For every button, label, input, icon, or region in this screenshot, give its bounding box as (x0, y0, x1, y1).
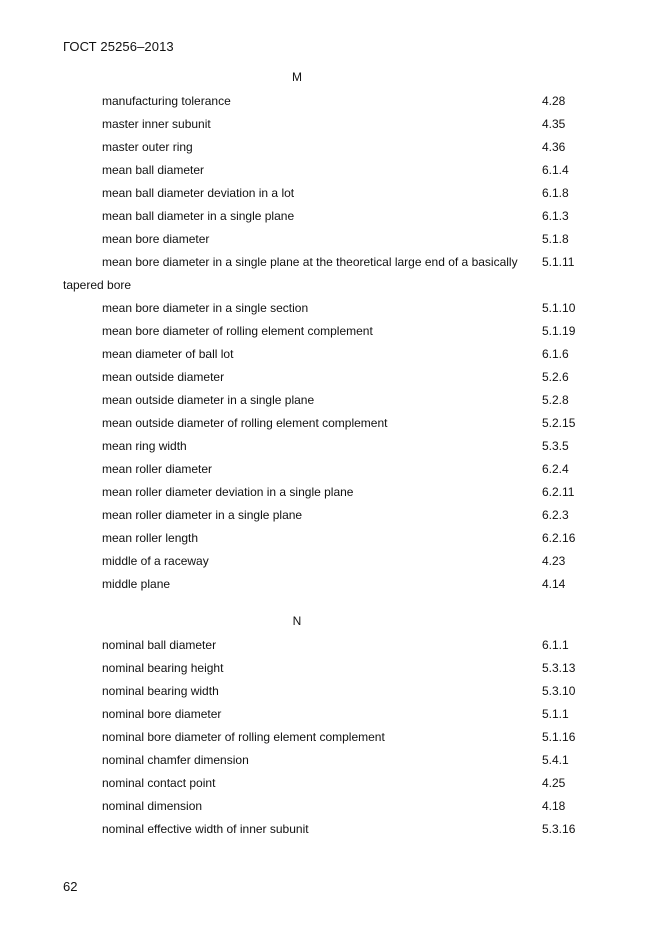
index-reference: 4.14 (542, 577, 566, 591)
index-reference: 4.25 (542, 776, 566, 790)
index-reference: 4.23 (542, 554, 566, 568)
index-entry (0, 458, 661, 478)
index-term: mean bore diameter of rolling element complement (102, 324, 373, 338)
index-term: manufacturing tolerance (102, 94, 231, 108)
index-term: mean ball diameter (102, 163, 205, 177)
index-term: nominal effective width of inner subunit (102, 822, 309, 836)
index-term: mean ball diameter deviation in a lot (102, 186, 295, 200)
index-entry (0, 136, 661, 156)
index-term: master outer ring (102, 140, 193, 154)
index-entry (0, 550, 661, 570)
index-entry (0, 389, 661, 409)
index-entry (0, 182, 661, 202)
index-term: middle plane (102, 577, 171, 591)
index-entry (0, 366, 661, 386)
index-reference: 6.1.1 (542, 638, 569, 652)
page-number: 62 (63, 879, 78, 894)
index-reference: 4.28 (542, 94, 566, 108)
index-reference: 5.1.10 (542, 301, 576, 315)
index-entry (0, 435, 661, 455)
index-term: nominal bearing height (102, 661, 224, 675)
index-reference: 5.2.8 (542, 393, 569, 407)
index-reference: 5.3.5 (542, 439, 569, 453)
index-entry (0, 228, 661, 248)
index-reference: 6.2.3 (542, 508, 569, 522)
index-reference: 5.2.6 (542, 370, 569, 384)
index-term: mean roller length (102, 531, 199, 545)
index-entry (0, 573, 661, 593)
index-reference: 4.36 (542, 140, 566, 154)
document-header: ГОСТ 25256–2013 (63, 39, 174, 54)
index-term: mean roller diameter (102, 462, 213, 476)
index-term: mean outside diameter in a single plane (102, 393, 315, 407)
index-entry (0, 159, 661, 179)
index-entry (0, 504, 661, 524)
index-entry (0, 657, 661, 677)
index-term: mean bore diameter in a single plane at the theoretical large end of a basically tapered bore (63, 255, 518, 292)
index-reference: 5.3.16 (542, 822, 576, 836)
section-letter-m: M (292, 70, 302, 84)
index-term: nominal bore diameter of rolling element complement (102, 730, 385, 744)
index-reference: 5.1.8 (542, 232, 569, 246)
index-entry (0, 320, 661, 340)
index-term: nominal chamfer dimension (102, 753, 249, 767)
index-reference: 6.1.6 (542, 347, 569, 361)
index-entry (0, 726, 661, 746)
index-entry (0, 634, 661, 654)
index-reference: 5.3.10 (542, 684, 576, 698)
index-entry (0, 113, 661, 133)
index-reference: 4.35 (542, 117, 566, 131)
index-entry (0, 772, 661, 792)
index-entry (0, 412, 661, 432)
index-entry (0, 795, 661, 815)
index-entry (0, 343, 661, 363)
index-term: middle of a raceway (102, 554, 209, 568)
index-entry (0, 251, 661, 292)
index-reference: 6.2.16 (542, 531, 576, 545)
index-reference: 5.1.16 (542, 730, 576, 744)
index-reference: 5.1.19 (542, 324, 576, 338)
index-reference: 6.1.8 (542, 186, 569, 200)
index-entry (0, 205, 661, 225)
index-entry (0, 749, 661, 769)
index-entry (0, 90, 661, 110)
index-entry (0, 703, 661, 723)
index-term: mean roller diameter deviation in a single plane (102, 485, 354, 499)
index-reference: 6.2.4 (542, 462, 569, 476)
index-term: nominal contact point (102, 776, 216, 790)
index-term: nominal bore diameter (102, 707, 222, 721)
index-entry (0, 818, 661, 838)
index-term: nominal ball diameter (102, 638, 217, 652)
index-reference: 6.1.4 (542, 163, 569, 177)
index-term: mean bore diameter (102, 232, 210, 246)
index-term: mean outside diameter of rolling element complement (102, 416, 388, 430)
index-term: mean ball diameter in a single plane (102, 209, 295, 223)
index-reference: 5.3.13 (542, 661, 576, 675)
index-reference: 5.2.15 (542, 416, 576, 430)
index-entry (0, 527, 661, 547)
index-reference: 4.18 (542, 799, 566, 813)
section-letter-n: N (292, 614, 302, 628)
index-entry (0, 680, 661, 700)
index-entry (0, 297, 661, 317)
index-term: mean outside diameter (102, 370, 225, 384)
index-reference: 5.1.1 (542, 707, 569, 721)
index-term: master inner subunit (102, 117, 211, 131)
index-reference: 6.1.3 (542, 209, 569, 223)
index-reference: 5.1.11 (542, 255, 575, 269)
index-reference: 6.2.11 (542, 485, 575, 499)
index-term: mean diameter of ball lot (102, 347, 234, 361)
index-term: nominal dimension (102, 799, 203, 813)
index-entry (0, 481, 661, 501)
index-reference: 5.4.1 (542, 753, 569, 767)
index-term: mean roller diameter in a single plane (102, 508, 303, 522)
index-term: nominal bearing width (102, 684, 219, 698)
index-term: mean bore diameter in a single section (102, 301, 309, 315)
index-term: mean ring width (102, 439, 187, 453)
